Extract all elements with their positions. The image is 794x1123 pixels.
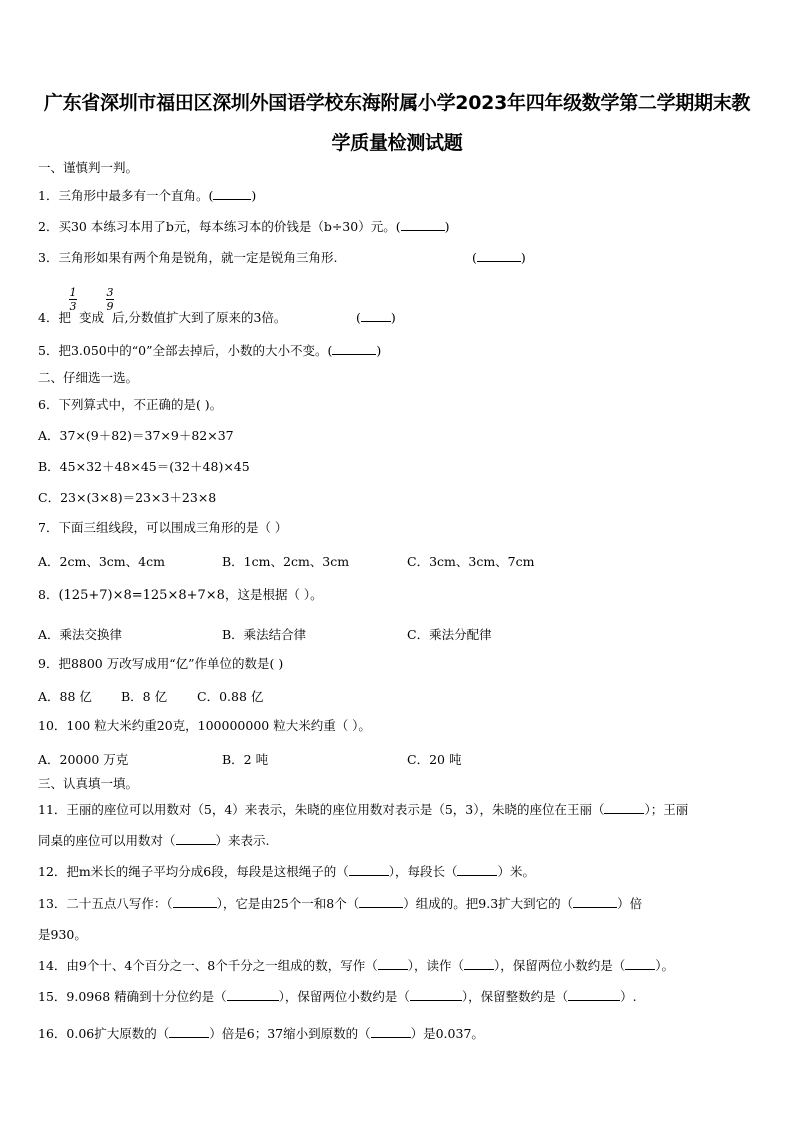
question-5-close: ) [376,343,382,358]
question-9: 9．把8800 万改写成用“亿”作单位的数是( ) [38,656,284,671]
answer-blank[interactable] [568,989,620,1001]
question-7: 7．下面三组线段，可以围成三角形的是（ ） [38,520,288,535]
question-6-option-c[interactable]: C．23×(3×8)＝23×3＋23×8 [38,490,217,505]
answer-blank[interactable] [604,802,644,814]
question-12-text: 12．把m米长的绳子平均分成6段，每段是这根绳子的（ [38,864,349,879]
question-13-text: 13．二十五点八写作：（ [38,896,173,911]
question-9-option-c[interactable]: C．0.88 亿 [197,689,264,704]
question-3-open: ( [472,250,477,265]
question-2-close: ) [444,219,450,234]
question-11-text: 11．王丽的座位可以用数对（5，4）来表示，朱晓的座位用数对表示是（5，3），朱晓的座位在王丽（ [38,802,605,817]
answer-blank[interactable] [173,896,217,908]
answer-blank[interactable] [573,896,617,908]
question-11-line1 [38,802,688,818]
question-3-close: ) [520,250,526,265]
question-4-prefix: 4．把 [38,310,71,325]
question-3-text: 3．三角形如果有两个角是锐角，就一定是锐角三角形. [38,250,338,265]
question-1 [38,188,256,204]
answer-blank[interactable] [410,989,462,1001]
question-15-text: 15．9.0968 精确到十分位约是（ [38,989,227,1004]
question-13-text-end: ）倍 [617,896,643,911]
answer-blank[interactable] [332,343,376,355]
answer-blank[interactable] [227,989,279,1001]
question-4-mid: 变成 [78,310,104,325]
question-8-number: 8． [38,587,59,602]
question-10-option-b[interactable]: B．2 吨 [222,752,269,767]
answer-blank[interactable] [625,958,655,970]
question-6-option-b[interactable]: B．45×32＋48×45＝(32＋48)×45 [38,459,250,474]
page-title-line1: 广东省深圳市福田区深圳外国语学校东海附属小学2023年四年级数学第二学期期末教 [43,92,751,114]
question-4-suffix: 后,分数值扩大到了原来的3倍。 [111,310,287,325]
answer-blank[interactable] [464,958,494,970]
question-8-text: ，这是根据（ ）。 [224,587,323,602]
answer-blank[interactable] [169,1026,209,1038]
question-12-text-cont: ），每段长（ [388,864,458,879]
question-8-option-a[interactable]: A．乘法交换律 [38,627,123,642]
fraction-denominator: 9 [106,300,114,313]
fraction-one-third [69,287,77,312]
question-12 [38,864,535,880]
fraction-numerator: 3 [106,286,114,299]
question-2 [38,219,449,235]
answer-blank[interactable] [378,958,408,970]
question-11-text-line2-end: ）来表示. [215,833,270,848]
question-6-option-a[interactable]: A．37×(9＋82)＝37×9＋82×37 [38,428,234,443]
question-13-text-cont2: ）组成的。把9.3扩大到它的（ [403,896,574,911]
question-4-open: ( [356,310,361,325]
question-16 [38,1026,484,1042]
question-16-text-cont: ）倍是6；37缩小到原数的（ [209,1026,371,1041]
question-4-close: ) [390,310,396,325]
question-5 [38,343,381,359]
question-14-text-cont2: ），保留两位小数约是（ [494,958,626,973]
fraction-numerator: 1 [69,286,77,299]
question-3 [38,250,337,266]
question-1-close: ) [251,188,257,203]
answer-blank[interactable] [361,310,391,322]
question-7-option-b[interactable]: B．1cm、2cm、3cm [222,554,350,569]
question-8 [38,587,323,604]
page-title-line2: 学质量检测试题 [331,132,463,154]
question-16-text: 16．0.06扩大原数的（ [38,1026,170,1041]
question-14-text: 14．由9个十、4个百分之一、8个千分之一组成的数，写作（ [38,958,378,973]
question-7-option-a[interactable]: A．2cm、3cm、4cm [38,554,165,569]
fraction-three-ninths [106,287,114,312]
answer-blank[interactable] [176,833,216,845]
question-15-text-cont2: ），保留整数约是（ [461,989,569,1004]
question-14-text-cont: ），读作（ [407,958,465,973]
question-4 [38,310,286,326]
fraction-denominator: 3 [69,300,77,313]
section-heading-1: 一、谨慎判一判。 [38,160,139,175]
answer-blank[interactable] [477,250,521,262]
question-2-text: 2．买30 本练习本用了b元，每本练习本的价钱是（b÷30）元。( [38,219,401,234]
question-15 [38,989,637,1005]
answer-blank[interactable] [457,864,497,876]
answer-blank[interactable] [371,1026,411,1038]
question-9-option-b[interactable]: B．8 亿 [121,689,168,704]
question-11-text-cont: ）；王丽 [644,802,689,817]
question-7-option-c[interactable]: C．3cm、3cm、7cm [407,554,535,569]
question-10-option-c[interactable]: C．20 吨 [407,752,462,767]
question-9-option-a[interactable]: A．88 亿 [38,689,92,704]
answer-blank[interactable] [359,896,403,908]
question-13-line1 [38,896,642,912]
answer-blank[interactable] [401,219,445,231]
question-14 [38,958,674,974]
question-4-answer [356,310,396,326]
question-10-option-a[interactable]: A．20000 万克 [38,752,129,767]
question-10: 10．100 粒大米约重20克，100000000 粒大米约重（ ）。 [38,718,371,733]
question-8-option-c[interactable]: C．乘法分配律 [407,627,492,642]
section-heading-2: 二、仔细选一选。 [38,370,139,385]
question-12-text-end: ）米。 [497,864,535,879]
question-8-equation: (125+7)×8=125×8+7×8 [58,588,225,603]
answer-blank[interactable] [213,188,251,200]
question-3-answer [472,250,526,266]
question-11-line2 [38,833,270,849]
question-14-text-end: ）。 [655,958,675,973]
question-8-option-b[interactable]: B．乘法结合律 [222,627,307,642]
question-13-text-cont: ），它是由25个一和8个（ [216,896,360,911]
question-6: 6．下列算式中，不正确的是( )。 [38,397,223,412]
question-5-text: 5．把3.050中的“0”全部去掉后，小数的大小不变。( [38,343,333,358]
question-15-text-end: ）. [620,989,637,1004]
section-heading-3: 三、认真填一填。 [38,776,139,791]
question-11-text-line2: 同桌的座位可以用数对（ [38,833,176,848]
question-13-line2: 是930。 [38,927,87,942]
question-1-text: 1．三角形中最多有一个直角。( [38,188,214,203]
question-15-text-cont: ），保留两位小数约是（ [278,989,410,1004]
question-16-text-end: ）是0.037。 [410,1026,484,1041]
answer-blank[interactable] [349,864,389,876]
